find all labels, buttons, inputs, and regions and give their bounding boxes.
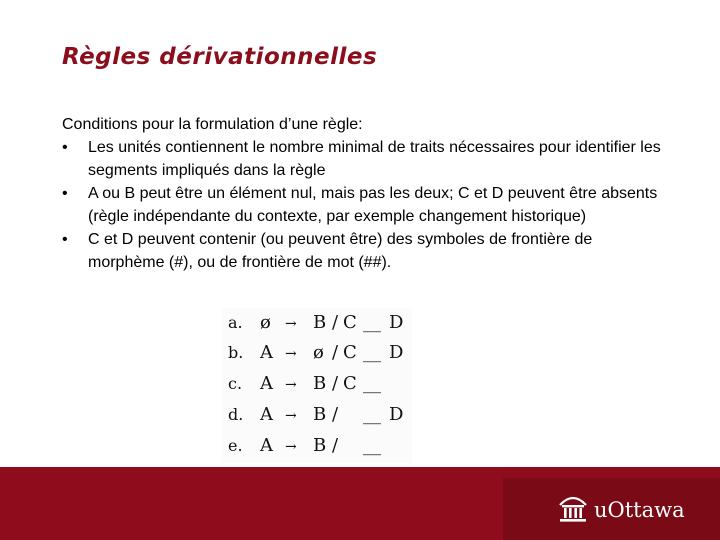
bullet-text: C et D peuvent contenir (ou peuvent être) des symboles de frontière de morphème (#), ou de frontière de mot (##). <box>88 231 593 271</box>
logo-text: uOttawa <box>594 498 685 522</box>
rule-output: ø <box>313 342 324 363</box>
rule-output: B <box>313 312 327 333</box>
rule-input: A <box>260 404 273 425</box>
rule-input: A <box>260 435 273 456</box>
rule-output: B <box>313 435 327 456</box>
rule-slash: / <box>332 404 339 425</box>
bullet-item <box>62 228 672 274</box>
rule-input: A <box>260 373 273 394</box>
bullet-icon: • <box>62 139 68 156</box>
rule-row <box>222 369 412 399</box>
rule-input: A <box>260 342 273 363</box>
rule-right-context: D <box>389 312 404 333</box>
rule-row <box>222 338 412 368</box>
rule-slash: / <box>332 373 339 394</box>
rule-left-context: C <box>343 373 357 394</box>
rule-slash: / <box>332 342 339 363</box>
rule-examples-figure <box>222 308 412 463</box>
rule-focus-blank: __ <box>363 435 381 456</box>
arrow-icon: → <box>285 346 297 362</box>
rule-slash: / <box>332 312 339 333</box>
arrow-icon: → <box>285 316 297 332</box>
rule-letter: e. <box>228 436 243 455</box>
rule-output: B <box>313 404 327 425</box>
university-building-icon <box>559 493 587 523</box>
rule-row <box>222 400 412 430</box>
rule-letter: c. <box>228 374 243 393</box>
rule-focus-blank: __ <box>363 373 381 394</box>
rule-slash: / <box>332 435 339 456</box>
bullet-item <box>62 136 672 182</box>
rule-letter: a. <box>228 313 243 332</box>
rule-right-context: D <box>389 342 404 363</box>
bullet-icon: • <box>62 185 68 202</box>
rule-focus-blank: __ <box>363 342 381 363</box>
rule-left-context: C <box>343 342 357 363</box>
slide-title: Règles dérivationnelles <box>62 44 378 70</box>
rule-right-context: D <box>389 404 404 425</box>
bullet-text: A ou B peut être un élément nul, mais pas les deux; C et D peuvent être absents (règle indépendante du contexte, par exemple changement historique) <box>88 185 658 225</box>
university-logo <box>503 478 720 540</box>
bullet-list <box>62 136 672 274</box>
rule-focus-blank: __ <box>363 312 381 333</box>
rule-focus-blank: __ <box>363 404 381 425</box>
intro-text: Conditions pour la formulation d’une règle: <box>62 116 363 133</box>
arrow-icon: → <box>285 377 297 393</box>
bullet-item <box>62 182 672 228</box>
rule-output: B <box>313 373 327 394</box>
rule-letter: d. <box>228 405 244 424</box>
rule-row <box>222 308 412 338</box>
rule-letter: b. <box>228 343 244 362</box>
bullet-icon: • <box>62 231 68 248</box>
rule-row <box>222 431 412 461</box>
arrow-icon: → <box>285 439 297 455</box>
slide-content <box>62 113 672 274</box>
rule-left-context: C <box>343 312 357 333</box>
rule-input: ø <box>260 312 271 333</box>
bullet-text: Les unités contiennent le nombre minimal de traits nécessaires pour identifier les segments impliqués dans la règle <box>88 139 661 179</box>
arrow-icon: → <box>285 408 297 424</box>
